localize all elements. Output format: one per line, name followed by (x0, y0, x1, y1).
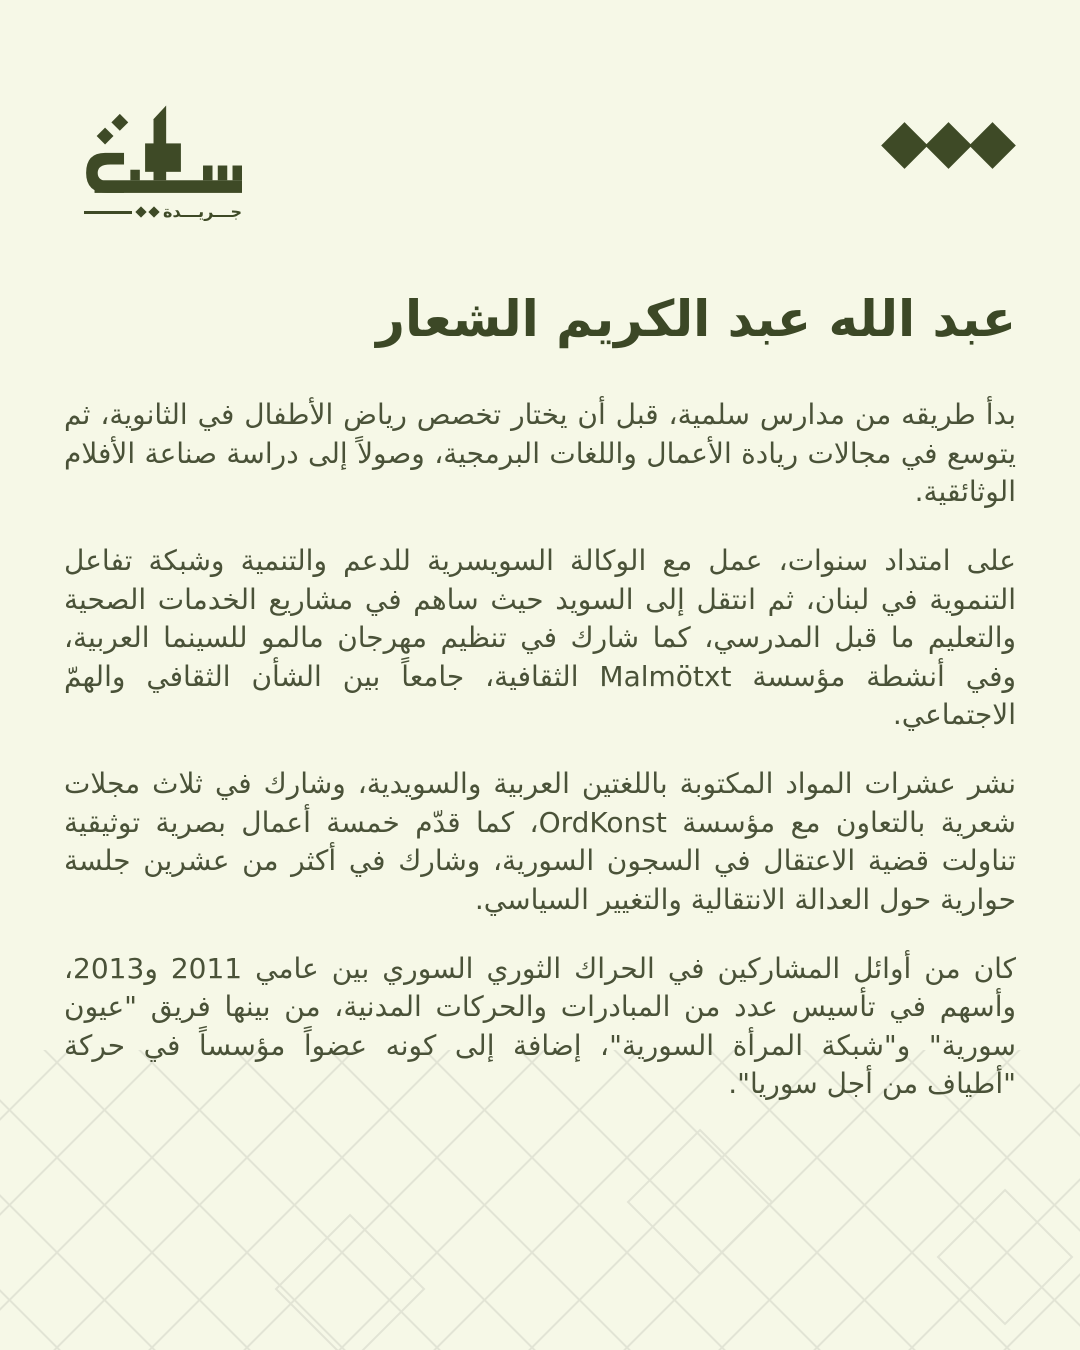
bio-paragraph-2: على امتداد سنوات، عمل مع الوكالة السويسرية للدعم والتنمية وشبكة تفاعل التنموية في لبنان، ثم انتقل إلى السويد حيث ساهم في مشاريع الخدمات الصحية والتعليم ما قبل المدرسي، كما شارك في تنظيم مهرجان مالمو للسينما العربية، وفي أنشطة مؤسسة Malmötxt الثقافية، جامعاً بين الشأن الثقافي والهمّ الاجتماعي. (64, 543, 1016, 732)
logo-diamond-icon (148, 207, 159, 218)
salamieh-wordmark-icon (84, 96, 242, 201)
diamond-icon (969, 122, 1016, 169)
article (0, 287, 1080, 1104)
header (0, 0, 1080, 222)
logo-rule (84, 211, 132, 214)
diamond-icon (881, 122, 928, 169)
diamond-icon (925, 122, 972, 169)
logo-subtitle-label: جـــريـــدة (163, 202, 242, 222)
bio-paragraph-4: كان من أوائل المشاركين في الحراك الثوري السوري بين عامي 2011 و2013، وأسهم في تأسيس عدد من المبادرات والحركات المدنية، من بينها فريق "عيون سورية" و"شبكة المرأة السورية"، إضافة إلى كونه عضواً مؤسساً في حركة "أطياف من أجل سوريا". (64, 951, 1017, 1101)
three-diamonds-ornament (882, 129, 1014, 162)
salamieh-logo (84, 96, 242, 220)
bio-paragraph-1: بدأ طريقه من مدارس سلمية، قبل أن يختار تخصص رياض الأطفال في الثانوية، ثم يتوسع في مجالات ريادة الأعمال واللغات البرمجية، وصولاً إلى دراسة صناعة الأفلام الوثائقية. (64, 398, 1016, 509)
bio-paragraph-3: نشر عشرات المواد المكتوبة باللغتين العربية والسويدية، وشارك في ثلاث مجلات شعرية بالتعاون مع مؤسسة OrdKonst، كما قدّم خمسة أعمال بصرية توثيقية تناولت قضية الاعتقال في السجون السورية، وشارك في أكثر من عشرين جلسة حوارية حول العدالة الانتقالية والتغيير السياسي. (64, 767, 1016, 916)
logo-diamond-icon (135, 207, 146, 218)
logo-subtitle-row (84, 204, 242, 220)
page-title: عبد الله عبد الكريم الشعار (376, 290, 1016, 348)
